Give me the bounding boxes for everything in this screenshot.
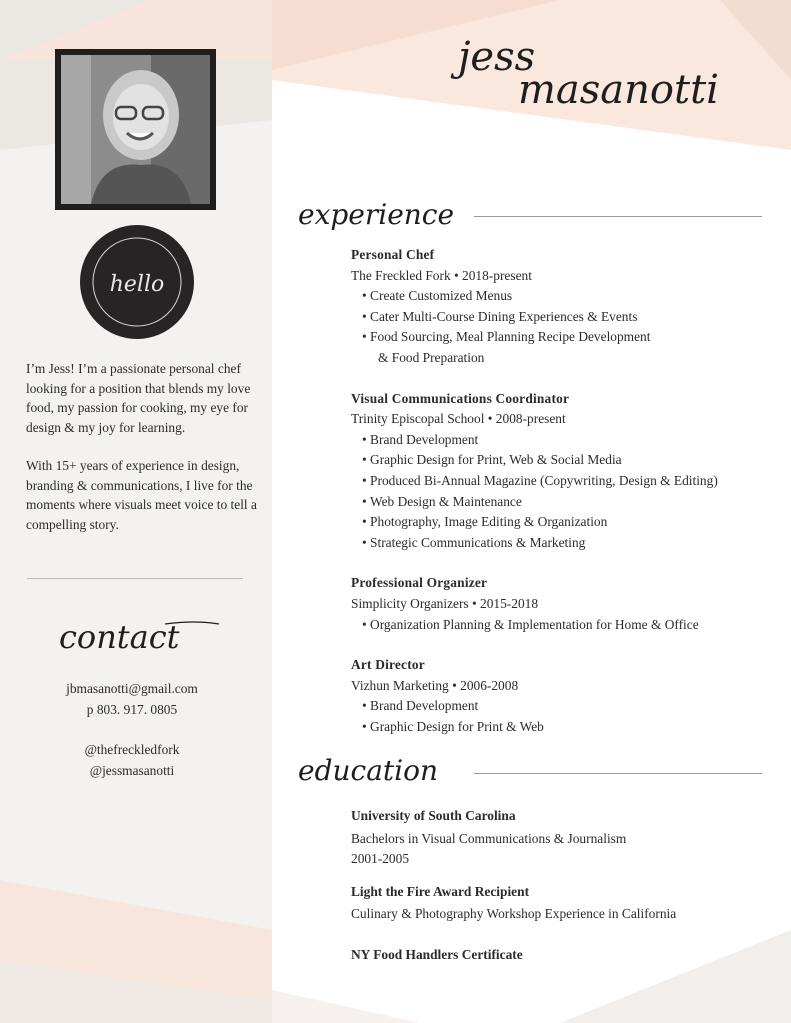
job-bullet: • Web Design & Maintenance <box>351 492 791 513</box>
job-bullet: • Graphic Design for Print & Web <box>351 717 791 738</box>
education-entry <box>351 882 791 925</box>
job-org: Trinity Episcopal School • 2008-present <box>351 411 566 427</box>
job-bullet: • Cater Multi-Course Dining Experiences & Events <box>351 307 791 328</box>
experience-section <box>351 245 791 757</box>
job-bullet: • Graphic Design for Print, Web & Social Media <box>351 450 791 471</box>
job-bullet: • Produced Bi-Annual Magazine (Copywriting, Design & Editing) <box>351 471 791 492</box>
job-bullet-continuation: & Food Preparation <box>378 349 485 365</box>
job-bullet: • Brand Development <box>351 430 791 451</box>
job-org: Vizhun Marketing • 2006-2008 <box>351 677 519 693</box>
sidebar-divider <box>27 578 243 579</box>
profile-photo <box>55 49 216 210</box>
education-years: 2001-2005 <box>351 851 410 867</box>
job-title: Visual Communications Coordinator <box>351 390 570 406</box>
education-entry <box>351 945 791 966</box>
job-entry <box>351 573 791 635</box>
job-title: Professional Organizer <box>351 575 488 591</box>
job-entry <box>351 389 791 554</box>
job-bullet: • Create Customized Menus <box>351 286 791 307</box>
svg-text:experience: experience <box>298 198 455 231</box>
about-paragraph: With 15+ years of experience in design, branding & communications, I live for the moments where visuals meet voice to tell a compelling story. <box>26 458 257 532</box>
job-entry <box>351 245 791 369</box>
first-name: jess <box>458 34 536 80</box>
hello-text: hello <box>109 272 165 297</box>
job-org: Simplicity Organizers • 2015-2018 <box>351 595 539 611</box>
job-bullet: • Brand Development <box>351 696 791 717</box>
education-heading <box>296 748 476 794</box>
education-title: NY Food Handlers Certificate <box>351 946 523 962</box>
svg-text:education: education <box>298 754 438 787</box>
experience-heading <box>296 192 486 238</box>
portrait-image <box>61 55 210 204</box>
social-handle[interactable]: @thefreckledfork <box>84 742 180 757</box>
education-section <box>351 806 791 978</box>
job-bullet: • Food Sourcing, Meal Planning Recipe Development <box>351 327 791 348</box>
job-entry <box>351 655 791 737</box>
job-title: Personal Chef <box>351 247 435 262</box>
about-section <box>26 359 262 553</box>
contact-info <box>26 679 238 781</box>
email-link[interactable]: jbmasanotti@gmail.com <box>66 681 198 696</box>
education-rule <box>474 773 762 774</box>
job-title: Art Director <box>351 657 425 673</box>
job-bullet: • Organization Planning & Implementation for Home & Office <box>351 615 791 636</box>
education-detail: Bachelors in Visual Communications & Journalism <box>351 830 627 846</box>
job-bullet: • Photography, Image Editing & Organization <box>351 512 791 533</box>
job-bullet: • Strategic Communications & Marketing <box>351 533 791 554</box>
experience-rule <box>474 216 762 217</box>
last-name: masanotti <box>518 67 719 113</box>
social-handle[interactable]: @jessmasanotti <box>89 762 175 778</box>
hello-badge <box>80 225 194 339</box>
svg-text:contact: contact <box>59 618 180 656</box>
education-detail: Culinary & Photography Workshop Experience in California <box>351 906 677 922</box>
phone-number: p 803. 917. 0805 <box>86 701 178 717</box>
about-paragraph: I’m Jess! I’m a passionate personal chef looking for a position that blends my love food, my passion for cooking, my eye for design & my joy for learning. <box>26 361 251 435</box>
education-entry <box>351 806 791 870</box>
education-title: Light the Fire Award Recipient <box>351 883 530 899</box>
name-heading <box>440 25 780 115</box>
contact-heading <box>55 610 225 666</box>
education-title: University of South Carolina <box>351 808 516 823</box>
job-org: The Freckled Fork • 2018-present <box>351 267 532 283</box>
